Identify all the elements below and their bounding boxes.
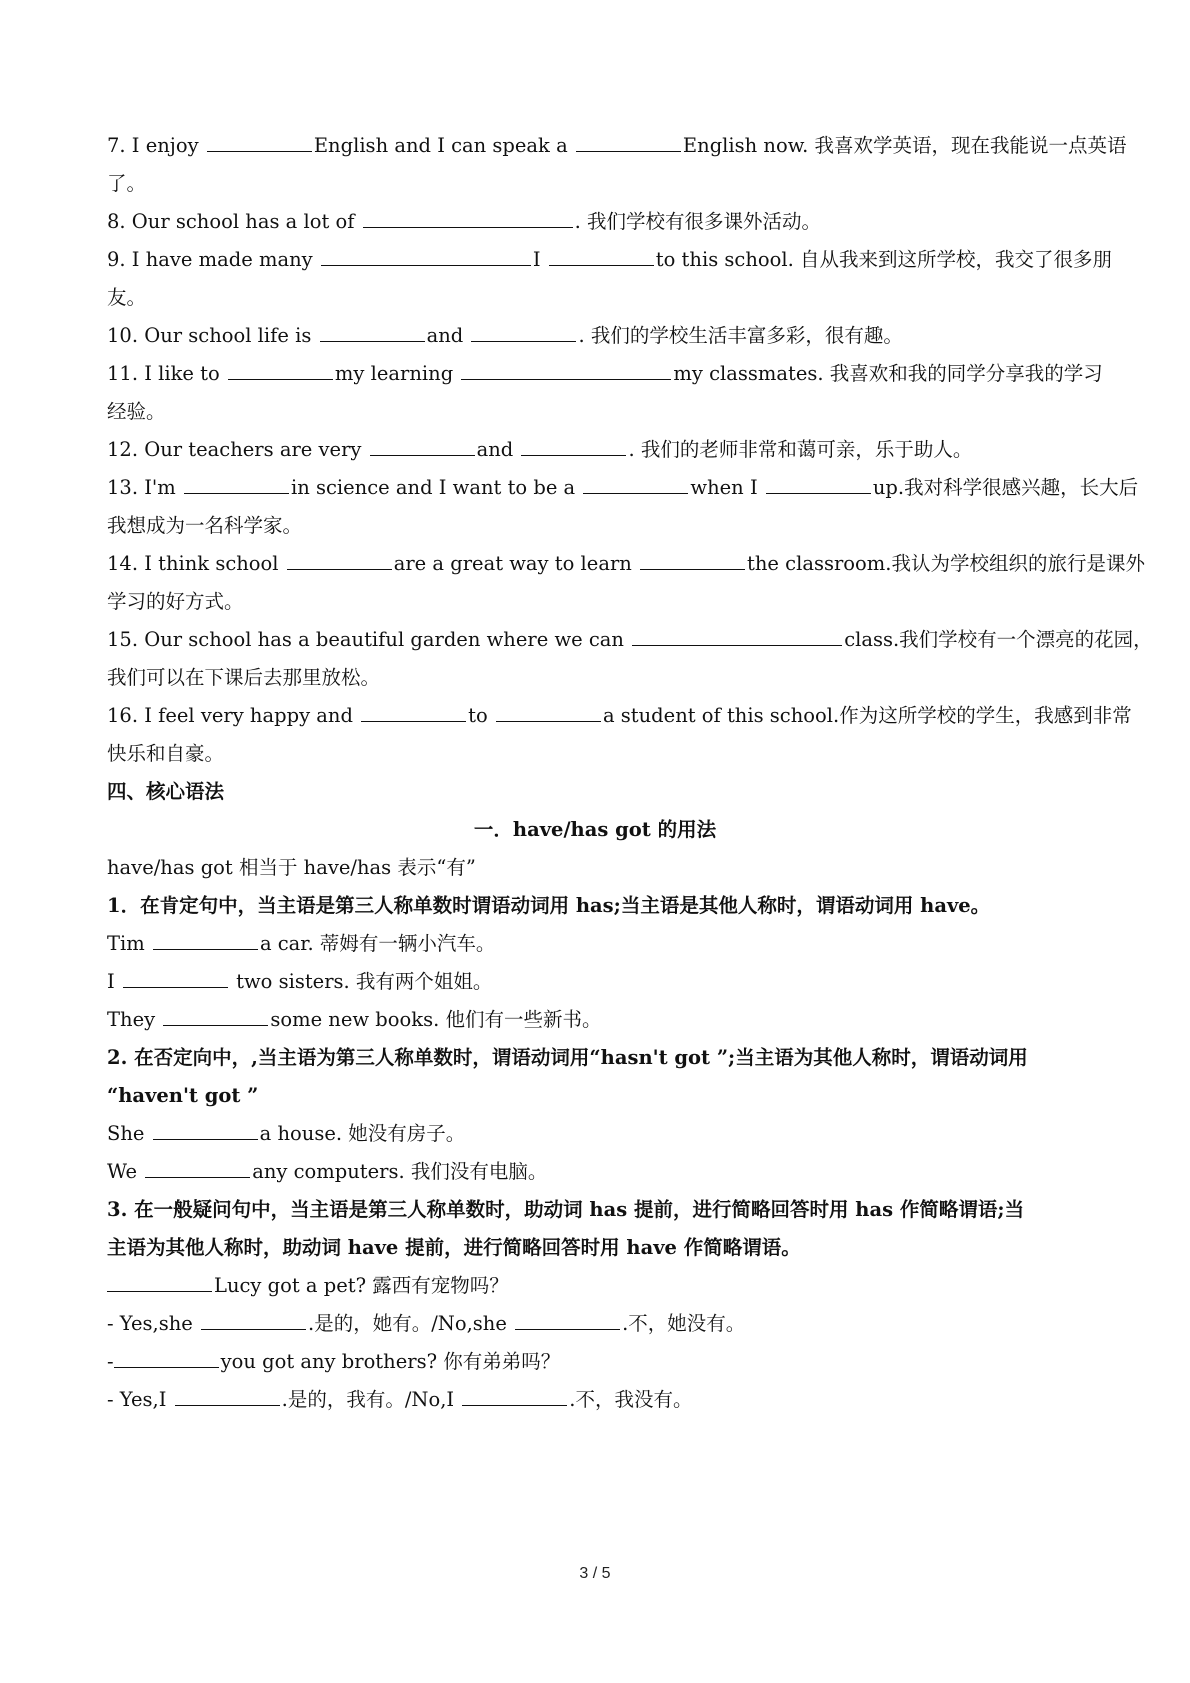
subsection-title: 一．have/has got 的用法: [473, 818, 717, 841]
blank[interactable]: [521, 437, 626, 456]
question-9-continued: 友。: [107, 286, 147, 309]
blank[interactable]: [549, 247, 654, 266]
blank[interactable]: [361, 703, 466, 722]
example-line: I two sisters. 我有两个姐姐。: [107, 970, 493, 993]
question-13-continued: 我想成为一名科学家。: [107, 514, 303, 537]
blank[interactable]: [201, 1311, 306, 1330]
question-7: 7. I enjoy English and I can speak a English now. 我喜欢学英语，现在我能说一点英语: [107, 134, 1127, 157]
blank[interactable]: [184, 475, 289, 494]
question-14: 14. I think school are a great way to learn the classroom.我认为学校组织的旅行是课外: [107, 552, 1145, 575]
rule-3: 3. 在一般疑问句中，当主语是第三人称单数时，助动词 has 提前，进行简略回答时用 has 作简略谓语;当: [107, 1198, 1025, 1221]
section-title: 四、核心语法: [107, 780, 225, 803]
blank[interactable]: [287, 551, 392, 570]
blank[interactable]: [583, 475, 688, 494]
example-line: Tim a car. 蒂姆有一辆小汽车。: [107, 932, 496, 955]
blank[interactable]: [228, 361, 333, 380]
example-line: - Yes,I .是的，我有。/No,I .不，我没有。: [107, 1388, 693, 1411]
blank[interactable]: [153, 931, 258, 950]
question-15: 15. Our school has a beautiful garden where we can class.我们学校有一个漂亮的花园，: [107, 628, 1153, 651]
blank[interactable]: [461, 361, 671, 380]
example-line: She a house. 她没有房子。: [107, 1122, 466, 1145]
blank[interactable]: [320, 323, 425, 342]
question-12: 12. Our teachers are very and . 我们的老师非常和蔼可亲，乐于助人。: [107, 438, 973, 461]
question-10: 10. Our school life is and . 我们的学校生活丰富多彩，很有趣。: [107, 324, 903, 347]
page-number: 3 / 5: [579, 1565, 611, 1582]
blank[interactable]: [163, 1007, 268, 1026]
blank[interactable]: [632, 627, 842, 646]
question-15-continued: 我们可以在下课后去那里放松。: [107, 666, 381, 689]
question-16-continued: 快乐和自豪。: [107, 742, 225, 765]
blank[interactable]: [145, 1159, 250, 1178]
blank[interactable]: [123, 969, 228, 988]
blank[interactable]: [207, 133, 312, 152]
blank[interactable]: [114, 1349, 219, 1368]
blank[interactable]: [496, 703, 601, 722]
blank[interactable]: [515, 1311, 620, 1330]
intro-text: have/has got 相当于 have/has 表示“有”: [107, 856, 476, 879]
example-line: - you got any brothers? 你有弟弟吗？: [107, 1350, 561, 1373]
question-14-continued: 学习的好方式。: [107, 590, 244, 613]
blank[interactable]: [153, 1121, 258, 1140]
question-8: 8. Our school has a lot of . 我们学校有很多课外活动。: [107, 210, 822, 233]
question-11: 11. I like to my learning my classmates. 我喜欢和我的同学分享我的学习: [107, 362, 1103, 385]
blank[interactable]: [370, 437, 475, 456]
blank[interactable]: [576, 133, 681, 152]
rule-2: 2. 在否定向中，,当主语为第三人称单数时，谓语动词用“hasn't got ”;当主语为其他人称时，谓语动词用: [107, 1046, 1028, 1069]
question-9: 9. I have made many I to this school. 自从我来到这所学校，我交了很多朋: [107, 248, 1112, 271]
example-line: Lucy got a pet? 露西有宠物吗？: [107, 1272, 1087, 1300]
blank[interactable]: [175, 1387, 280, 1406]
question-16: 16. I feel very happy and to a student of this school.作为这所学校的学生，我感到非常: [107, 704, 1132, 727]
blank[interactable]: [363, 209, 573, 228]
rule-3-continued: 主语为其他人称时，助动词 have 提前，进行简略回答时用 have 作简略谓语。: [107, 1236, 801, 1259]
question-13: 13. I'm in science and I want to be a when I up.我对科学很感兴趣，长大后: [107, 476, 1139, 499]
rule-2-continued: “haven't got ”: [107, 1084, 259, 1107]
blank[interactable]: [766, 475, 871, 494]
blank[interactable]: [321, 247, 531, 266]
blank[interactable]: [471, 323, 576, 342]
example-line: We any computers. 我们没有电脑。: [107, 1160, 548, 1183]
question-7-continued: 了。: [107, 172, 147, 195]
blank[interactable]: [640, 551, 745, 570]
blank[interactable]: [107, 1273, 212, 1292]
blank[interactable]: [462, 1387, 567, 1406]
rule-1: 1．在肯定句中，当主语是第三人称单数时谓语动词用 has;当主语是其他人称时，谓语动词用 have。: [107, 894, 991, 917]
question-11-continued: 经验。: [107, 400, 166, 423]
example-line: They some new books. 他们有一些新书。: [107, 1008, 602, 1031]
example-line: - Yes,she .是的，她有。/No,she .不，她没有。: [107, 1312, 746, 1335]
